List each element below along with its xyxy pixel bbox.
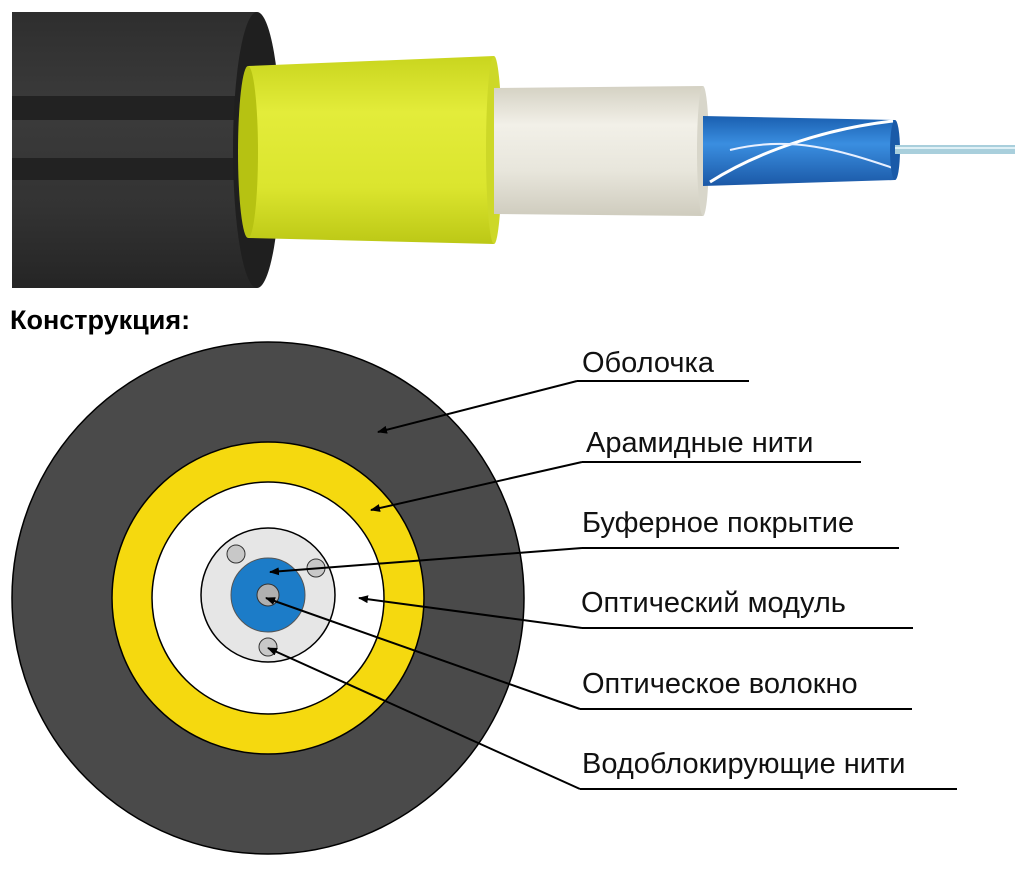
label-sheath: Оболочка bbox=[582, 347, 714, 379]
label-buffer: Буферное покрытие bbox=[582, 507, 855, 539]
section-title: Конструкция: bbox=[10, 305, 191, 335]
label-aramid: Арамидные нити bbox=[586, 427, 814, 459]
fiber-core bbox=[257, 584, 279, 606]
label-module: Оптический модуль bbox=[581, 587, 846, 619]
label-fiber: Оптическое волокно bbox=[582, 668, 858, 700]
water-blocking-thread bbox=[227, 545, 245, 563]
water-blocking-thread bbox=[259, 638, 277, 656]
label-water-blocking: Водоблокирующие нити bbox=[582, 748, 906, 780]
